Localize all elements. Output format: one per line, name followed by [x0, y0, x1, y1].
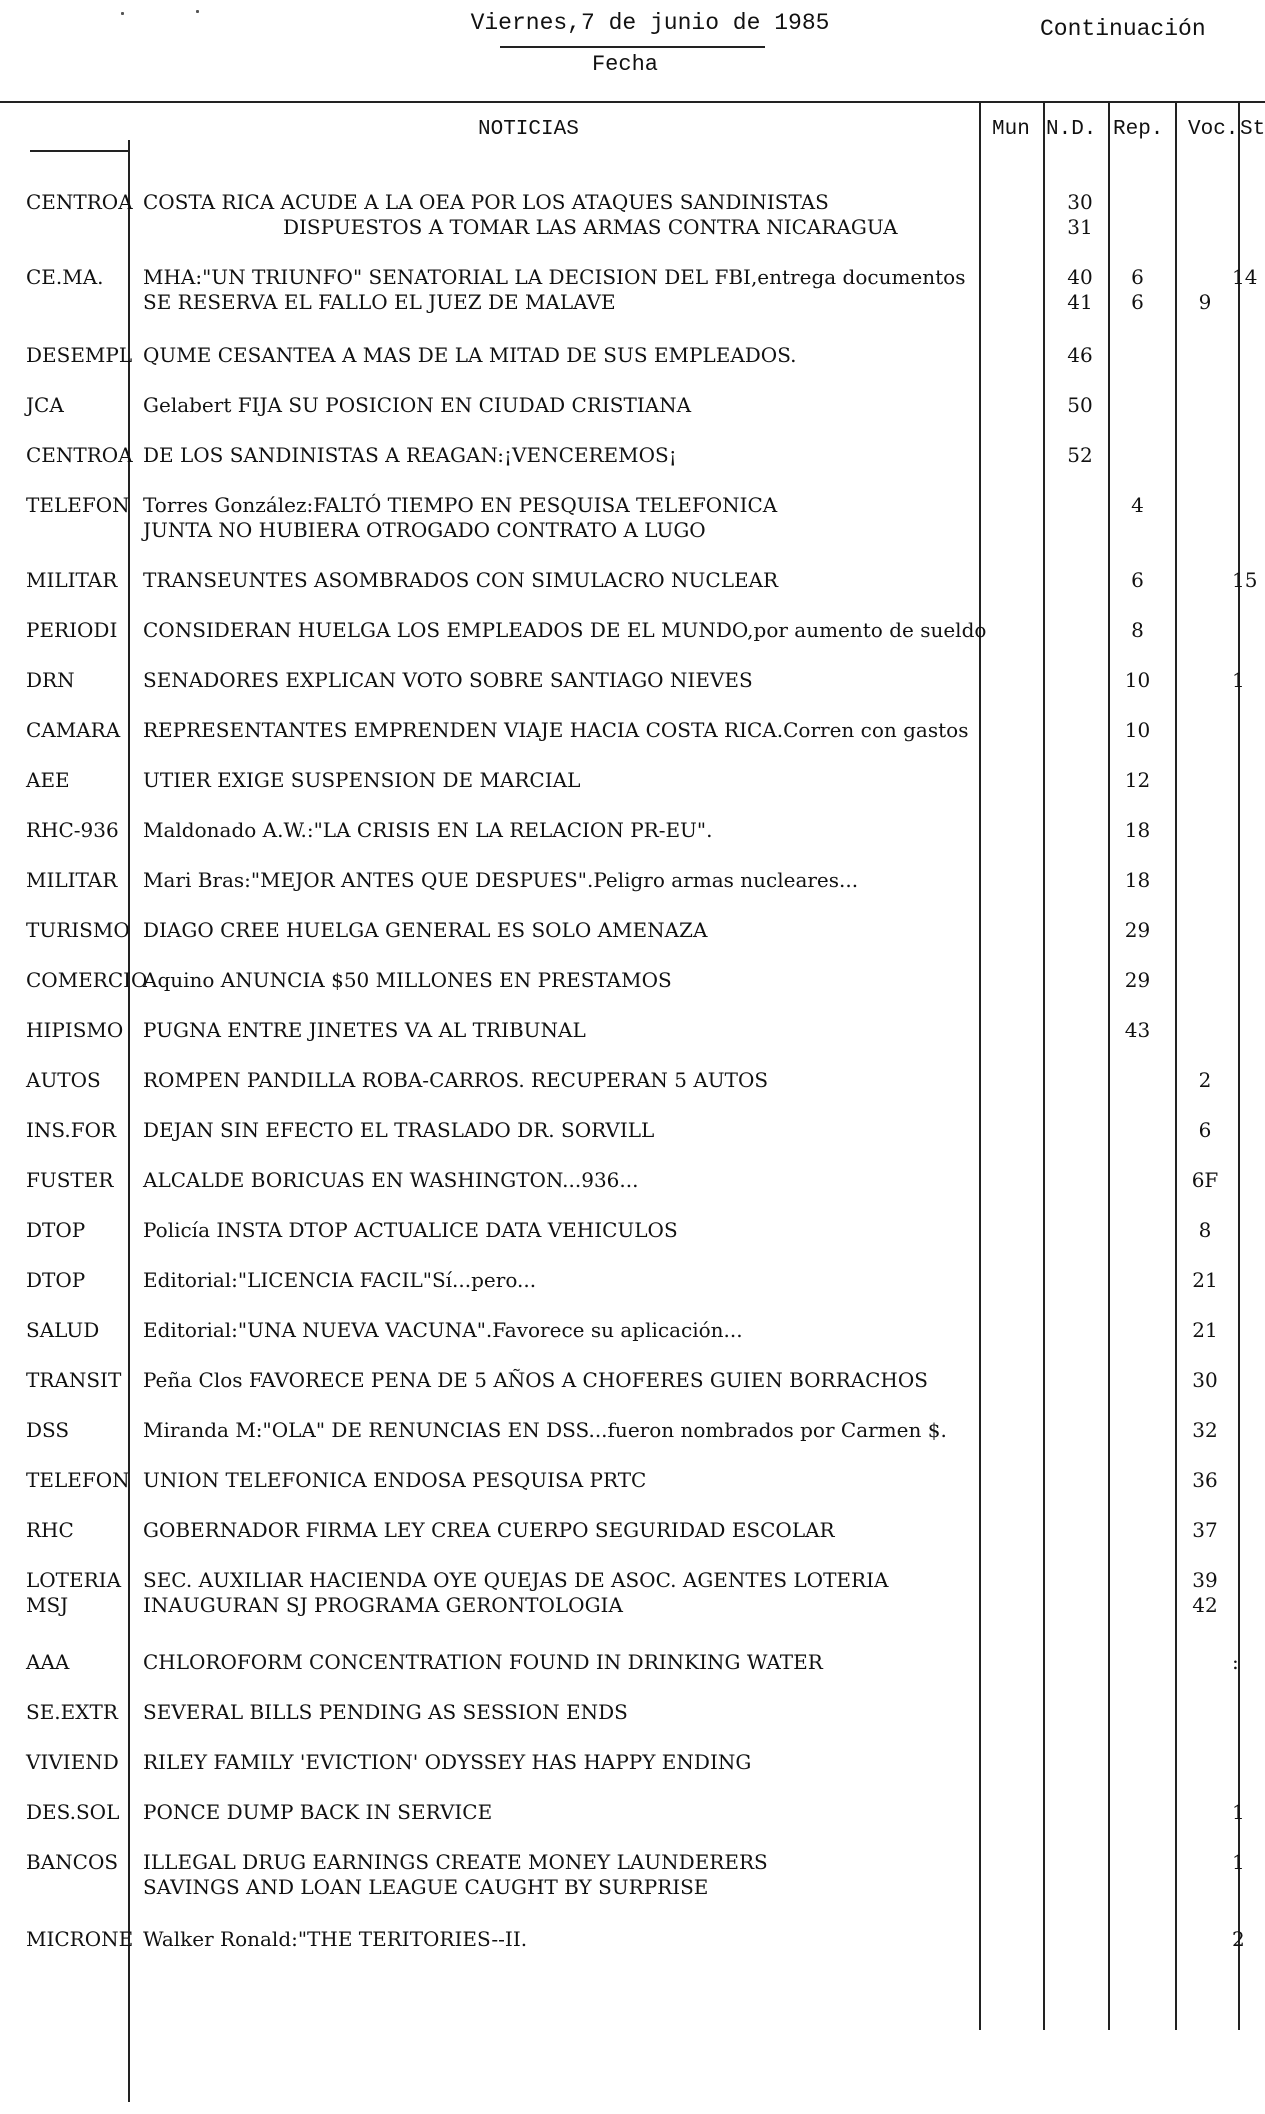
- rep-value: 6: [1131, 290, 1144, 314]
- nd-value: 46: [1067, 343, 1093, 367]
- rep-value: 10: [1124, 718, 1151, 742]
- news-headline: JUNTA NO HUBIERA OTROGADO CONTRATO A LUGO: [143, 518, 706, 542]
- news-headline: SEVERAL BILLS PENDING AS SESSION ENDS: [143, 1700, 628, 1724]
- voc-value: 2: [1198, 1068, 1212, 1092]
- table-top-rule: [0, 101, 1265, 103]
- news-headline: Gelabert FIJA SU POSICION EN CIUDAD CRISTIANA: [143, 393, 692, 417]
- news-headline: INAUGURAN SJ PROGRAMA GERONTOLOGIA: [143, 1593, 623, 1617]
- news-headline: Walker Ronald:"THE TERITORIES--II.: [143, 1927, 528, 1951]
- news-headline: ALCALDE BORICUAS EN WASHINGTON...936...: [143, 1168, 639, 1192]
- column-header-mun: Mun: [992, 118, 1030, 141]
- news-headline: Maldonado A.W.:"LA CRISIS EN LA RELACION PR-EU".: [143, 818, 713, 842]
- voc-value: 21: [1192, 1318, 1218, 1342]
- news-headline: Aquino ANUNCIA $50 MILLONES EN PRESTAMOS: [143, 968, 672, 992]
- row-category: SALUD: [26, 1318, 100, 1342]
- rep-value: 8: [1131, 618, 1144, 642]
- news-headline: PUGNA ENTRE JINETES VA AL TRIBUNAL: [143, 1018, 586, 1042]
- news-headline: Peña Clos FAVORECE PENA DE 5 AÑOS A CHOFERES GUIEN BORRACHOS: [143, 1368, 928, 1392]
- news-headline: UNION TELEFONICA ENDOSA PESQUISA PRTC: [143, 1468, 647, 1492]
- date-caption: Fecha: [591, 52, 658, 77]
- voc-value: 32: [1192, 1418, 1218, 1442]
- news-headline: MHA:"UN TRIUNFO" SENATORIAL LA DECISION DEL FBI,entrega documentos: [143, 265, 966, 289]
- mun-divider: [979, 103, 981, 2030]
- st-value: 1: [1232, 668, 1245, 692]
- rep-value: 18: [1124, 868, 1151, 892]
- row-category: RHC: [26, 1518, 74, 1542]
- voc-value: 36: [1192, 1468, 1218, 1492]
- news-headline: Editorial:"UNA NUEVA VACUNA".Favorece su aplicación...: [143, 1318, 743, 1342]
- rep-value: 10: [1124, 668, 1151, 692]
- row-category: TRANSIT: [26, 1368, 122, 1392]
- row-category: VIVIEND: [26, 1750, 119, 1774]
- row-category: DRN: [26, 668, 75, 692]
- rep-value: 12: [1124, 768, 1151, 792]
- st-divider: [1238, 103, 1240, 2030]
- news-headline: COSTA RICA ACUDE A LA OEA POR LOS ATAQUES SANDINISTAS: [143, 190, 829, 214]
- news-headline: CONSIDERAN HUELGA LOS EMPLEADOS DE EL MUNDO,por aumento de sueldo: [143, 618, 987, 642]
- news-headline: DEJAN SIN EFECTO EL TRASLADO DR. SORVILL: [143, 1118, 655, 1142]
- nd-value: 50: [1067, 393, 1093, 417]
- row-category: TELEFON: [26, 1468, 130, 1492]
- row-category: DTOP: [26, 1268, 86, 1292]
- column-header-rep: Rep.: [1113, 118, 1164, 141]
- row-category: DSS: [26, 1418, 70, 1442]
- news-headline: DE LOS SANDINISTAS A REAGAN:¡VENCEREMOS¡: [143, 443, 677, 467]
- news-headline: PONCE DUMP BACK IN SERVICE: [143, 1800, 493, 1824]
- row-category: TELEFON: [26, 493, 130, 517]
- category-divider: [128, 140, 130, 2102]
- nd-value: 52: [1067, 443, 1093, 467]
- scan-mark: [196, 10, 199, 13]
- st-value: 1: [1232, 1850, 1245, 1874]
- voc-value: 8: [1198, 1218, 1212, 1242]
- row-category: BANCOS: [26, 1850, 119, 1874]
- document-date: Viernes,7 de junio de 1985: [470, 10, 830, 36]
- column-header-st: St: [1240, 118, 1265, 141]
- voc-value: 6F: [1191, 1168, 1219, 1192]
- row-category: MICRONE: [26, 1927, 134, 1951]
- rep-value: 6: [1131, 568, 1144, 592]
- row-category: CE.MA.: [26, 265, 104, 289]
- news-headline: ROMPEN PANDILLA ROBA-CARROS. RECUPERAN 5 AUTOS: [143, 1068, 769, 1092]
- row-category: MILITAR: [26, 568, 118, 592]
- continuation-label: Continuación: [1040, 16, 1206, 42]
- row-category: CENTROA: [26, 190, 133, 214]
- row-category: COMERCIO: [26, 968, 148, 992]
- row-category: CENTROA: [26, 443, 133, 467]
- rep-value: 6: [1131, 265, 1144, 289]
- row-category: SE.EXTR: [26, 1700, 118, 1724]
- row-category: MILITAR: [26, 868, 118, 892]
- nd-value: 31: [1067, 215, 1093, 239]
- news-headline: CHLOROFORM CONCENTRATION FOUND IN DRINKING WATER: [143, 1650, 823, 1674]
- st-value: 2: [1232, 1927, 1245, 1951]
- row-category: DES.SOL: [26, 1800, 120, 1824]
- voc-value: 42: [1192, 1593, 1218, 1617]
- row-category: LOTERIA: [26, 1568, 122, 1592]
- date-underline: [500, 46, 765, 48]
- row-category: FUSTER: [26, 1168, 114, 1192]
- news-headline: SEC. AUXILIAR HACIENDA OYE QUEJAS DE ASOC. AGENTES LOTERIA: [143, 1568, 889, 1592]
- news-headline: Editorial:"LICENCIA FACIL"Sí...pero...: [143, 1268, 537, 1292]
- news-headline: GOBERNADOR FIRMA LEY CREA CUERPO SEGURIDAD ESCOLAR: [143, 1518, 835, 1542]
- row-category: CAMARA: [26, 718, 121, 742]
- voc-value: 21: [1192, 1268, 1218, 1292]
- news-headline: RILEY FAMILY 'EVICTION' ODYSSEY HAS HAPPY ENDING: [143, 1750, 752, 1774]
- news-headline: REPRESENTANTES EMPRENDEN VIAJE HACIA COSTA RICA.Corren con gastos: [143, 718, 969, 742]
- row-category: RHC-936: [26, 818, 119, 842]
- row-category: AAA: [26, 1650, 70, 1674]
- news-headline: SAVINGS AND LOAN LEAGUE CAUGHT BY SURPRISE: [143, 1875, 709, 1899]
- news-headline: DIAGO CREE HUELGA GENERAL ES SOLO AMENAZA: [143, 918, 708, 942]
- rep-value: 18: [1124, 818, 1151, 842]
- voc-value: 6: [1198, 1118, 1212, 1142]
- voc-value: 9: [1198, 290, 1212, 314]
- news-headline: TRANSEUNTES ASOMBRADOS CON SIMULACRO NUCLEAR: [143, 568, 779, 592]
- news-headline: Policía INSTA DTOP ACTUALICE DATA VEHICULOS: [143, 1218, 678, 1242]
- row-category: DESEMPL: [26, 343, 133, 367]
- news-headline: SENADORES EXPLICAN VOTO SOBRE SANTIAGO NIEVES: [143, 668, 753, 692]
- nd-value: 40: [1067, 265, 1093, 289]
- row-category: INS.FOR: [26, 1118, 117, 1142]
- row-category: AEE: [26, 768, 70, 792]
- voc-value: 30: [1192, 1368, 1218, 1392]
- st-value: 1: [1232, 1800, 1245, 1824]
- column-header-voc: Voc.: [1188, 118, 1239, 141]
- row-category: AUTOS: [26, 1068, 101, 1092]
- rep-value: 29: [1124, 918, 1151, 942]
- rep-value: 4: [1131, 493, 1144, 517]
- st-value: :: [1232, 1650, 1239, 1674]
- row-category: JCA: [26, 393, 64, 417]
- st-value: 14: [1232, 265, 1258, 289]
- row-category: DTOP: [26, 1218, 86, 1242]
- voc-value: 37: [1192, 1518, 1218, 1542]
- row-category: MSJ: [26, 1593, 69, 1617]
- row-category: HIPISMO: [26, 1018, 124, 1042]
- voc-value: 39: [1192, 1568, 1218, 1592]
- column-header-nd: N.D.: [1046, 118, 1097, 141]
- news-headline: ILLEGAL DRUG EARNINGS CREATE MONEY LAUNDERERS: [143, 1850, 768, 1874]
- row-category: PERIODI: [26, 618, 118, 642]
- news-headline: UTIER EXIGE SUSPENSION DE MARCIAL: [143, 768, 581, 792]
- voc-divider: [1175, 103, 1177, 2030]
- column-header-noticias: NOTICIAS: [478, 118, 579, 141]
- header-left-tick: [30, 150, 128, 152]
- nd-value: 30: [1067, 190, 1093, 214]
- rep-value: 43: [1124, 1018, 1151, 1042]
- news-headline: Miranda M:"OLA" DE RENUNCIAS EN DSS...fueron nombrados por Carmen $.: [143, 1418, 947, 1442]
- news-headline: Torres González:FALTÓ TIEMPO EN PESQUISA TELEFONICA: [143, 493, 778, 517]
- news-headline: Mari Bras:"MEJOR ANTES QUE DESPUES".Peligro armas nucleares...: [143, 868, 859, 892]
- news-headline: SE RESERVA EL FALLO EL JUEZ DE MALAVE: [143, 290, 616, 314]
- scan-mark: [121, 12, 124, 15]
- news-headline: QUME CESANTEA A MAS DE LA MITAD DE SUS EMPLEADOS.: [143, 343, 797, 367]
- st-value: 15: [1232, 568, 1258, 592]
- nd-value: 41: [1067, 290, 1093, 314]
- row-category: TURISMO: [26, 918, 130, 942]
- news-headline: DISPUESTOS A TOMAR LAS ARMAS CONTRA NICARAGUA: [283, 215, 898, 239]
- rep-value: 29: [1124, 968, 1151, 992]
